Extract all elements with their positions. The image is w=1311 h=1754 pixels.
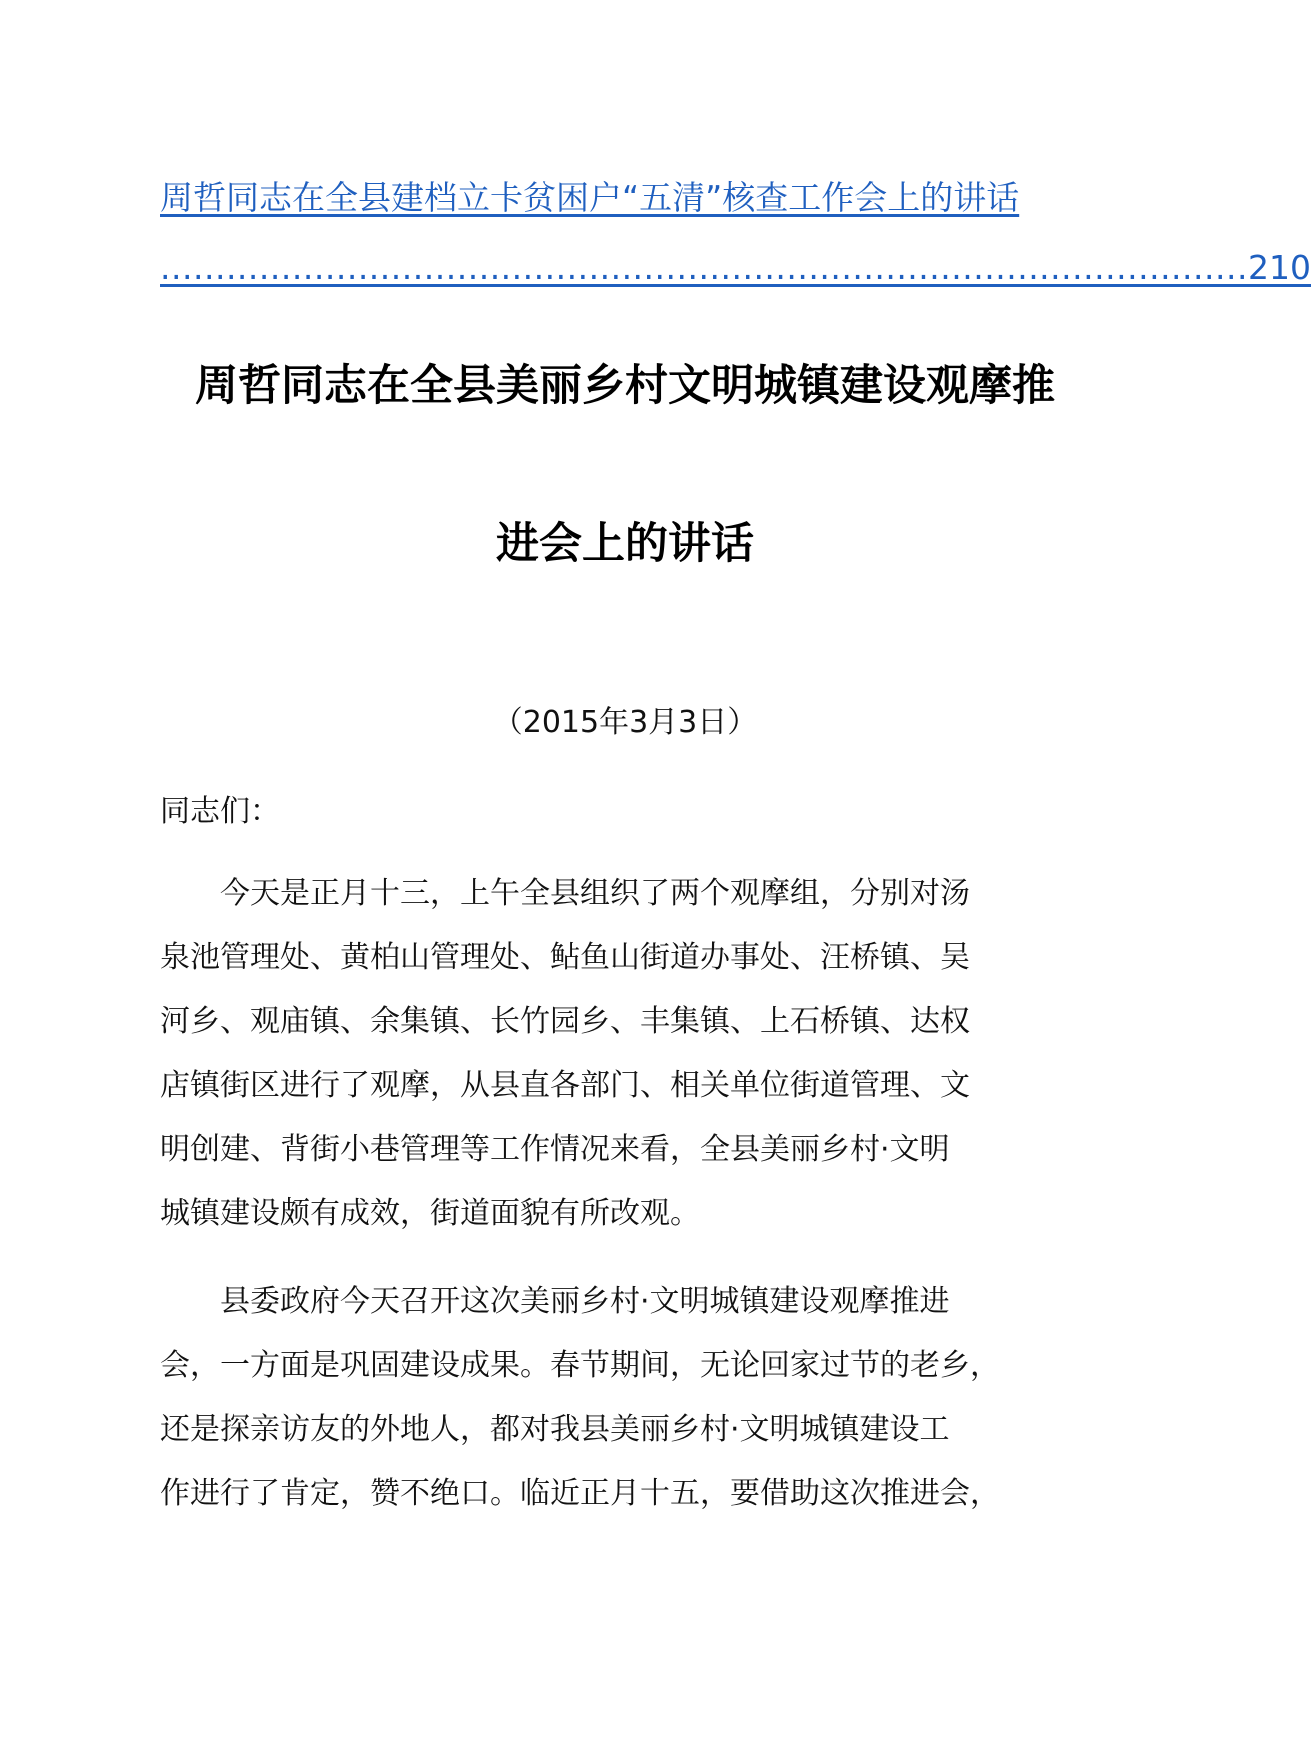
document-title-line-1: 周哲同志在全县美丽乡村文明城镇建设观摩推 [195,361,1055,411]
body-line: 城镇建设颇有成效，街道面貌有所改观。 [160,1196,700,1231]
toc-entry-title[interactable]: 周哲同志在全县建档立卡贫困户“五清”核查工作会上的讲话 [160,178,1020,217]
body-line: 作进行了肯定，赞不绝口。临近正月十五，要借助这次推进会， [160,1476,1000,1511]
speech-date: （2015年3月3日） [492,705,758,740]
body-line: 泉池管理处、黄柏山管理处、鲇鱼山街道办事处、汪桥镇、吴 [160,940,970,975]
toc-leader-dots[interactable]: ................................................................................................... [160,248,1248,287]
document-title-line-2: 进会上的讲话 [496,519,754,569]
body-line: 今天是正月十三，上午全县组织了两个观摩组，分别对汤 [160,876,970,911]
body-line: 县委政府今天召开这次美丽乡村·文明城镇建设观摩推进 [160,1284,950,1319]
toc-entry-link[interactable] [160,172,1090,219]
body-line: 还是探亲访友的外地人，都对我县美丽乡村·文明城镇建设工 [160,1412,950,1447]
body-line: 店镇街区进行了观摩，从县直各部门、相关单位街道管理、文 [160,1068,970,1103]
toc-entry-leader[interactable] [160,248,1311,287]
salutation: 同志们： [160,794,280,829]
body-line: 会，一方面是巩固建设成果。春节期间，无论回家过节的老乡， [160,1348,1000,1383]
toc-page-number[interactable]: 210 [1248,248,1311,287]
body-line: 明创建、背街小巷管理等工作情况来看，全县美丽乡村·文明 [160,1132,950,1167]
body-line: 河乡、观庙镇、余集镇、长竹园乡、丰集镇、上石桥镇、达权 [160,1004,970,1039]
